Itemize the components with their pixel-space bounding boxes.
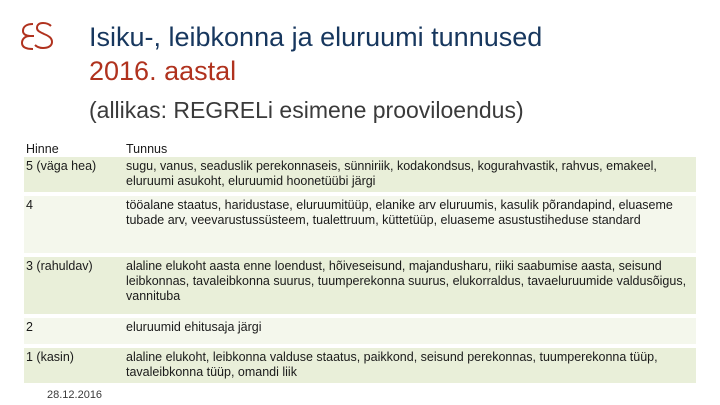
table-row bbox=[24, 316, 696, 346]
header-grade: Hinne bbox=[26, 142, 59, 156]
table-row bbox=[24, 255, 696, 316]
features-cell: sugu, vanus, seaduslik perekonnaseis, sünniriik, kodakondsus, kogurahvastik, rahvus, emakeel, eluruumi asukoht, eluruumid hoonetüübi järgi bbox=[121, 157, 696, 194]
table-row bbox=[24, 346, 696, 383]
title-line-1: Isiku-, leibkonna ja eluruumi tunnused bbox=[89, 22, 543, 52]
table-row bbox=[24, 194, 696, 255]
slide-title bbox=[89, 20, 699, 88]
table-header-row bbox=[24, 141, 696, 157]
title-line-2: 2016. aastal bbox=[89, 56, 237, 86]
grade-cell: 3 (rahuldav) bbox=[24, 255, 121, 316]
table-row bbox=[24, 157, 696, 194]
slide-date: 28.12.2016 bbox=[47, 389, 103, 401]
grade-cell: 4 bbox=[24, 194, 121, 255]
features-cell: tööalane staatus, haridustase, eluruumitüüp, elanike arv eluruumis, kasulik põrandapind, eluaseme tubade arv, veevarustussüsteem, tualettruum, küttetüüp, eluaseme asustustiheduse standard bbox=[121, 194, 696, 255]
features-cell: eluruumid ehitusaja järgi bbox=[121, 316, 696, 346]
features-cell: alaline elukoht, leibkonna valduse staatus, paikkond, seisund perekonnas, tuumperekonna tüüp, tavaleibkonna tüüp, omandi liik bbox=[121, 346, 696, 383]
eesti-statistika-logo-icon bbox=[20, 14, 54, 54]
slide-subtitle: (allikas: REGRELi esimene prooviloendus) bbox=[89, 97, 524, 123]
grade-cell: 5 (väga hea) bbox=[24, 157, 121, 194]
features-table bbox=[24, 141, 696, 383]
header-feature: Tunnus bbox=[126, 142, 168, 156]
grade-cell: 1 (kasin) bbox=[24, 346, 121, 383]
features-cell: alaline elukoht aasta enne loendust, hõiveseisund, majandusharu, riiki saabumise aasta, seisund leibkonnas, tavaleibkonna suurus, tuumperekonna suurus, elukorraldus, tavaeluruumide valdusõigus, vannituba bbox=[121, 255, 696, 316]
grade-cell: 2 bbox=[24, 316, 121, 346]
